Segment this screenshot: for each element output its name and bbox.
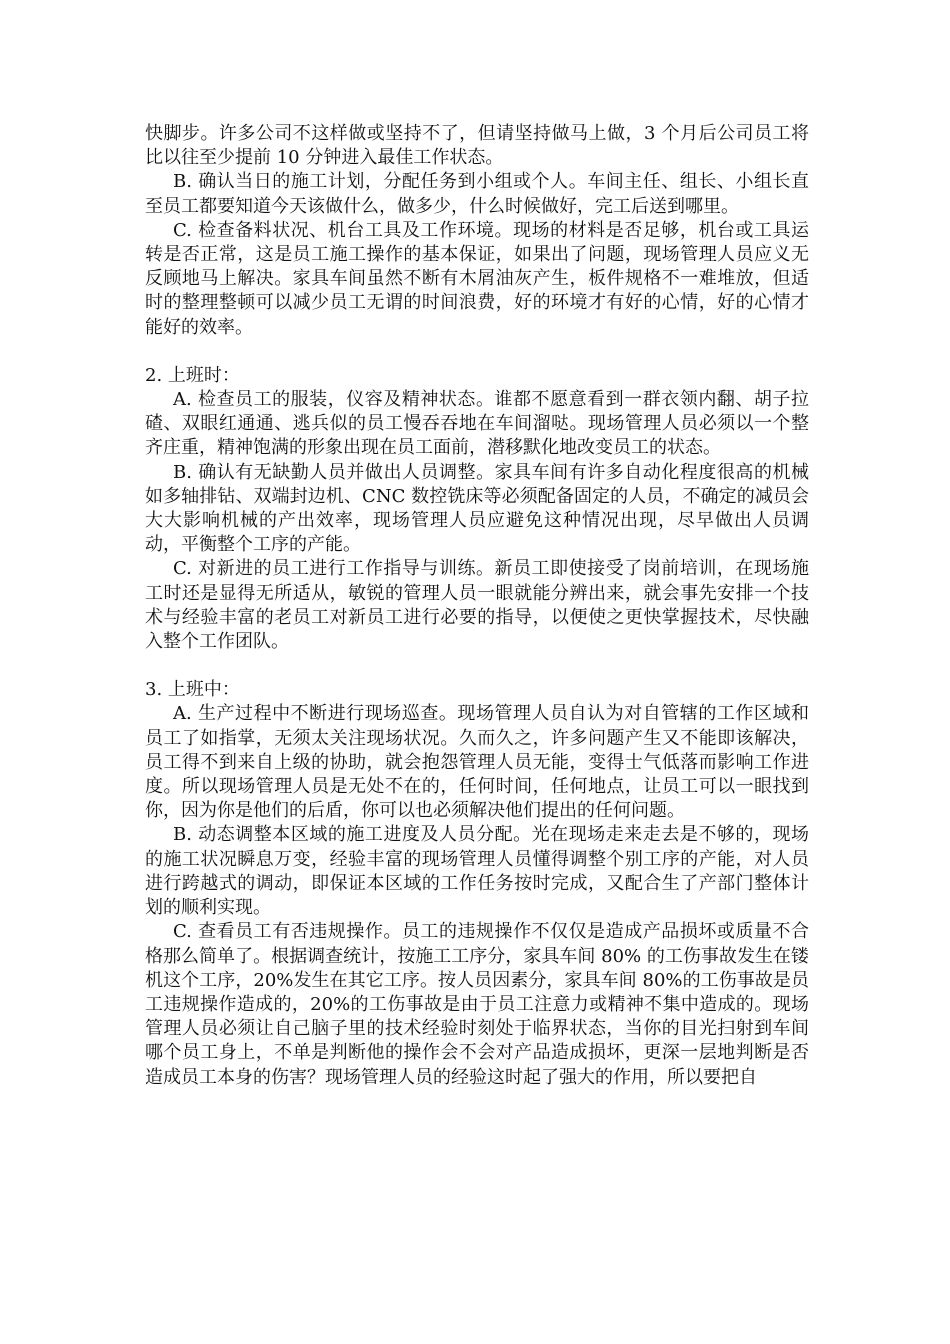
paragraph-1c-check-materials: C. 检查备料状况、机台工具及工作环境。现场的材料是否足够，机台或工具运转是否正常，这是员工施工操作的基本保证，如果出了问题，现场管理人员应义无反顾地马上解决。家具车间虽然不断有木屑油灰产生，板件规格不一难堆放，但适时的整理整顿可以减少员工无谓的时间浪费，好的环境才有好的心情，好的心情才能好的效率。 [145,219,809,338]
section-heading-3: 3. 上班中： [145,679,240,701]
paragraph-3a-site-patrol: A. 生产过程中不断进行现场巡查。现场管理人员自认为对自管辖的工作区域和员工了如指掌，无须太关注现场状况。久而久之，许多问题产生又不能即该解决，员工得不到来自上级的协助，就会抱怨管理人员无能，变得士气低落而影响工作进度。所以现场管理人员是无处不在的，任何时间，任何地点，让员工可以一眼找到你，因为你是他们的后盾，你可以也必须解决他们提出的任何问题。 [145,703,809,822]
paragraph-3c-violation-check: C. 查看员工有否违规操作。员工的违规操作不仅仅是造成产品损坏或质量不合格那么简单了。根据调查统计，按施工工序分，家具车间 80% 的工伤事故发生在镂机这个工序，20%发生在其它工序。按人员因素分，家具车间 80%的工伤事故是员工违规操作造成的，20%的工伤事故是由于员工注意力或精神不集中造成的。现场管理人员必须让自己脑子里的技术经验时刻处于临界状态，当你的目光扫射到车间哪个员工身上，不单是判断他的操作会不会对产品造成损坏，更深一层地判断是否造成员工本身的伤害？现场管理人员的经验这时起了强大的作用，所以要把自 [145,921,809,1088]
paragraph-1b-confirm-plan: B. 确认当日的施工计划，分配任务到小组或个人。车间主任、组长、小组长直至员工都要知道今天该做什么，做多少，什么时候做好，完工后送到哪里。 [145,171,809,217]
paragraph-2a-check-attire: A. 检查员工的服装，仪容及精神状态。谁都不愿意看到一群衣领内翻、胡子拉碴、双眼红通通、逃兵似的员工慢吞吞地在车间溜哒。现场管理人员必须以一个整齐庄重，精神饱满的形象出现在员工面前，潜移默化地改变员工的状态。 [145,389,809,459]
paragraph-continuation: 快脚步。许多公司不这样做或坚持不了，但请坚持做马上做，3 个月后公司员工将比以往至少提前 10 分钟进入最佳工作状态。 [145,123,809,169]
paragraph-3b-dynamic-adjustment: B. 动态调整本区域的施工进度及人员分配。光在现场走来走去是不够的，现场的施工状况瞬息万变，经验丰富的现场管理人员懂得调整个别工序的产能，对人员进行跨越式的调动，即保证本区域的工作任务按时完成，又配合生了产部门整体计划的顺利实现。 [145,824,809,919]
paragraph-2b-attendance: B. 确认有无缺勤人员并做出人员调整。家具车间有许多自动化程度很高的机械如多轴排钻、双端封边机、CNC 数控铣床等必须配备固定的人员，不确定的减员会大大影响机械的产出效率，现场管理人员应避免这种情况出现，尽早做出人员调动，平衡整个工序的产能。 [145,461,809,556]
document-body [145,122,809,1090]
paragraph-2c-new-staff-training: C. 对新进的员工进行工作指导与训练。新员工即使接受了岗前培训，在现场施工时还是显得无所适从，敏锐的管理人员一眼就能分辨出来，就会事先安排一个技术与经验丰富的老员工对新员工进行必要的指导，以便使之更快掌握技术，尽快融入整个工作团队。 [145,558,809,653]
section-heading-2: 2. 上班时： [145,364,240,386]
